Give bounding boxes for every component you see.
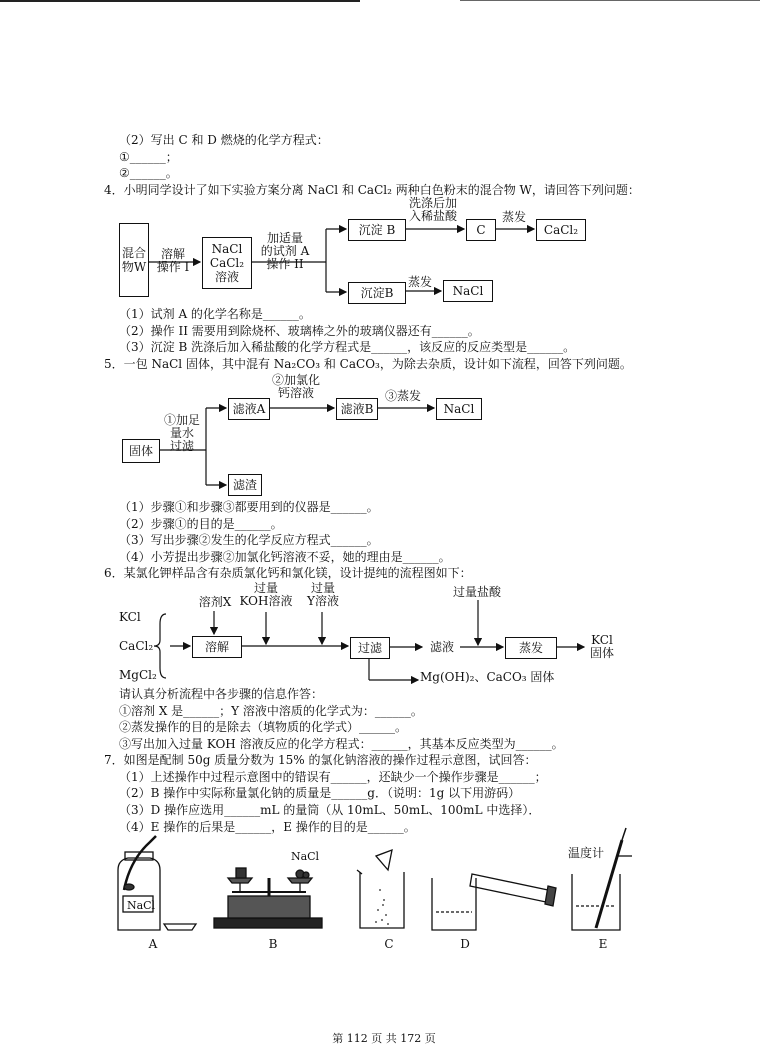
q7-sub2: （2）B 操作中实际称量氯化钠的质量是______g．（说明：1g 以下用游码） bbox=[119, 786, 521, 800]
q4-cacl2-box: CaCl₂ bbox=[536, 219, 586, 241]
q4-precip-bottom: 沉淀B bbox=[348, 282, 406, 304]
q5-stem: 5．一包 NaCl 固体，其中混有 Na₂CO₃ 和 CaCO₃，为除去杂质，设计如下流程，回答下列问题。 bbox=[104, 357, 632, 371]
q6-sub1: ①溶剂 X 是______；Y 溶液中溶质的化学式为：______。 bbox=[119, 704, 423, 718]
q4-evap-bottom-label: 蒸发 bbox=[407, 275, 432, 289]
q3-answer2: ②______。 bbox=[119, 166, 178, 180]
q6-kcl: KCl bbox=[119, 610, 141, 624]
q4-sub1: （1）试剂 A 的化学名称是______。 bbox=[119, 307, 311, 321]
q5-step1-label: ①加足 量水 过滤 bbox=[163, 413, 200, 453]
figure-b-label-nacl: NaCl bbox=[290, 850, 320, 863]
q6-sub3: ③写出加入过量 KOH 溶液反应的化学方程式：______，其基本反应类型为______。 bbox=[119, 737, 564, 751]
q6-filter-box: 过滤 bbox=[350, 637, 390, 659]
figure-a-bottle bbox=[118, 836, 196, 930]
figure-label-e: E bbox=[598, 937, 608, 951]
q5-sub1: （1）步骤①和步骤③都要用到的仪器是______。 bbox=[119, 500, 379, 514]
q5-sub2: （2）步骤①的目的是______。 bbox=[119, 517, 283, 531]
q7-stem: 7．如图是配制 50g 质量分数为 15% 的氯化钠溶液的操作过程示意图，试回答： bbox=[104, 753, 537, 767]
q4-sub2: （2）操作 II 需要用到除烧杯、玻璃棒之外的玻璃仪器还有______。 bbox=[119, 324, 480, 338]
q6-intro: 请认真分析流程中各步骤的信息作答： bbox=[119, 687, 324, 701]
q5-filtrateB-box: 滤液B bbox=[336, 398, 378, 420]
q6-evaporate-box: 蒸发 bbox=[505, 637, 557, 659]
q4-stem: 4．小明同学设计了如下实验方案分离 NaCl 和 CaCl₂ 两种白色粉末的混合物 W，请回答下列问题： bbox=[104, 183, 640, 197]
figure-e-label-thermometer: 温度计 bbox=[567, 846, 604, 860]
q6-mgcl2: MgCl₂ bbox=[119, 668, 157, 682]
q4-wash-label: 洗涤后加 入稀盐酸 bbox=[408, 196, 457, 223]
q5-filtrateA-box: 滤液A bbox=[228, 398, 270, 420]
q6-y: 过量 Y溶液 bbox=[307, 581, 339, 608]
q6-filtrate: 滤液 bbox=[429, 640, 454, 654]
figure-label-d: D bbox=[460, 937, 470, 951]
q6-dissolve-box: 溶解 bbox=[192, 636, 242, 658]
q6-sub2: ②蒸发操作的目的是除去（填物质的化学式）______。 bbox=[119, 720, 408, 734]
q5-step3-label: ③蒸发 bbox=[384, 389, 421, 403]
q3-part2: （2）写出 C 和 D 燃烧的化学方程式： bbox=[119, 133, 329, 147]
q4-precip-top: 沉淀 B bbox=[348, 219, 406, 241]
figure-e-thermometer bbox=[572, 828, 632, 930]
q7-sub4: （4）E 操作的后果是______，E 操作的目的是______。 bbox=[119, 820, 416, 834]
q6-solventX: 溶剂X bbox=[198, 595, 232, 609]
q7-sub3: （3）D 操作应选用______mL 的量筒（从 10mL、50mL、100mL 中选择）． bbox=[119, 803, 541, 817]
figure-label-a: A bbox=[148, 937, 158, 951]
q5-nacl-box: NaCl bbox=[436, 398, 482, 420]
figure-d-cylinder bbox=[432, 874, 556, 930]
q5-residue-box: 滤渣 bbox=[228, 474, 262, 496]
q6-koh: 过量 KOH溶液 bbox=[239, 581, 293, 608]
q6-hcl: 过量盐酸 bbox=[452, 585, 501, 599]
q6-cacl2: CaCl₂ bbox=[119, 639, 154, 653]
q4-mixture-box: 混合物W bbox=[119, 223, 149, 297]
q3-answer1: ①______； bbox=[119, 150, 178, 164]
figure-label-b: B bbox=[268, 937, 278, 951]
q5-sub3: （3）写出步骤②发生的化学反应方程式______。 bbox=[119, 533, 379, 547]
q4-evap-top-label: 蒸发 bbox=[501, 210, 526, 224]
q4-nacl-box: NaCl bbox=[443, 280, 493, 302]
q4-c-box: C bbox=[466, 219, 496, 241]
figure-c-beaker bbox=[357, 850, 404, 928]
q4-solution-box: NaCl CaCl₂ 溶液 bbox=[202, 237, 252, 289]
q4-sub3: （3）沉淀 B 洗涤后加入稀盐酸的化学方程式是______，该反应的反应类型是______。 bbox=[119, 340, 576, 354]
figure-b-balance bbox=[214, 868, 322, 928]
q6-product: KCl 固体 bbox=[589, 633, 614, 660]
q4-op2-label: 加适量 的试剂 A 操作 II bbox=[260, 231, 310, 271]
q5-sub4: （4）小芳提出步骤②加氯化钙溶液不妥，她的理由是______。 bbox=[119, 550, 451, 564]
q4-op1-label: 溶解 操作 I bbox=[156, 247, 190, 274]
page-footer: 第 112 页 共 172 页 bbox=[332, 1032, 436, 1045]
q6-stem: 6．某氯化钾样品含有杂质氯化钙和氯化镁，设计提纯的流程图如下： bbox=[104, 566, 472, 580]
q5-solid-box: 固体 bbox=[122, 439, 160, 463]
figure-a-label-nacl: NaCl bbox=[126, 899, 156, 912]
q5-step2-label: ②加氯化 钙溶液 bbox=[271, 373, 320, 400]
q6-solids: Mg(OH)₂、CaCO₃ 固体 bbox=[420, 670, 555, 684]
figure-label-c: C bbox=[384, 937, 394, 951]
q7-sub1: （1）上述操作中过程示意图中的错误有______，还缺少一个操作步骤是______； bbox=[119, 770, 547, 784]
